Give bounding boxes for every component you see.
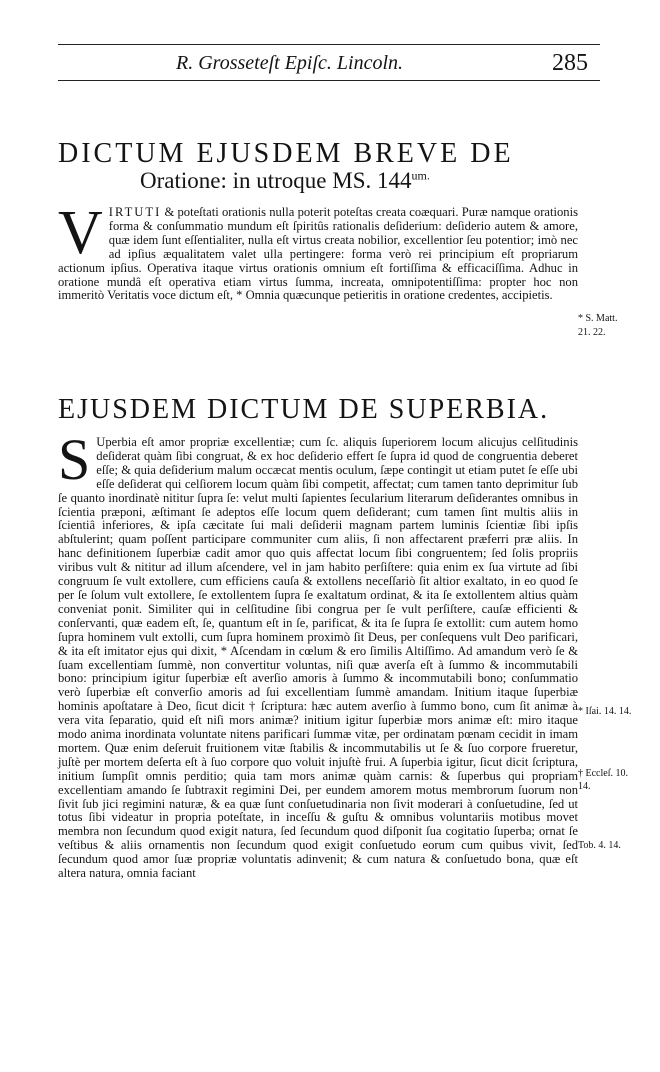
paragraph-oratione <box>58 199 578 346</box>
section-subheading-oratione <box>140 168 430 194</box>
margin-note-tob: Tob. 4. 14. <box>578 840 621 851</box>
drop-cap-v: V <box>58 199 103 267</box>
page-number: 285 <box>552 50 588 76</box>
section-heading-superbia: EJUSDEM DICTUM DE SUPERBIA. <box>58 394 550 425</box>
drop-cap-s: S <box>58 427 91 492</box>
paragraph-superbia <box>58 427 578 1056</box>
header-bottom-rule <box>58 80 600 81</box>
margin-note-isai: * Iſai. 14. 14. <box>578 706 632 717</box>
margin-note-eccles: † Eccleſ. 10. <box>578 768 628 779</box>
margin-note-matt: * S. Matt. <box>578 313 618 324</box>
paragraph-text: & poteſtati orationis nulla poterit poteſtas creata coæquari. Puræ namque orationis forma & conſummatio mundum eſt ſpiritûs rationalis deſiderium: deſiderio autem & amore, quæ idem ſunt eſſentialiter, nulla eſt virtus creata nobilior, excellentior ſeu potentior; imò nec ad ipſius æqualitatem valet ulla pertingere: forma verò rei principium eſt propriarum actionum ipſius. Operativa itaque virtus orationis omnium eſt fortiſſima & efficaciſſima. Adhuc in oratione mundâ eſt operativa etiam virtus ſumma, increata, omnipotentiſſima: propter hoc non immeritò Veritatis voce dictum eſt, * Omnia quæcunque petieritis in oratione credentes, accipietis. <box>58 205 578 303</box>
section-heading-oratione: DICTUM EJUSDEM BREVE DE <box>58 138 514 169</box>
margin-note-matt-ref: 21. 22. <box>578 327 606 338</box>
margin-note-eccles-ref: 14. <box>578 781 591 792</box>
paragraph-text: Uperbia eſt amor propriæ excellentiæ; cum ſc. aliquis ſuperiorem locum alicujus celſitudinis deſiderat quàm ſibi congruat, & ex hoc deſiderio effert ſe ſupra id quod de congruentia deberet eſſe; & quia deſiderium malum occæcat mentis oculum, ſæpe contingit ut etiam putet ſe eſſe ubi eſſe deſiderat qui celſiorem locum quàm ſibi competit, affectat; cum tamen tanto deprimitur ſub ſe quanto inordinatè nititur ſupra ſe: velut multi ſapientes ſecularium literarum deſiderantes omnibus in ſcientia præponi, æſtimant ſe adeptos eſſe locum quem deſiderant; cum tamen ſint multis aliis in ſcientiâ inferiores, & ipſa cæcitate ſui mali deſiderii magnam partem luminis ſcientiæ ſibi ipſis abſtulerint; quam poſſent participare communiter cum aliis, ſi non affectarent præferri præ aliis. In hanc definitionem ſuperbiæ cadit amor quo quis affectat locum ſibi congruentem; ſed ſolis propriis viribus vult & nititur ad illum aſcendere, vel in jam habito perſiſtere: quia enim ex ſua virtute ad ſibi congruum ſe vult extollere, cum efficiens cauſa & extollens neceſſariò ſit altior exaltato, in eo quod ſe per ſe ſolum vult extollere, ſe extollentem ſupra ſe exaltatum ordinat, & ita ſe extollentem altius quàm conveniat ponit. Similiter qui in celſitudine ſibi congrua per ſe vult perſiſtere, cauſæ efficienti & conſervanti, quæ eadem eſt, ſe, quantum eſt in ſe, parificat, & ita ſe ſupra ſe extollit: cum autem homo ſupra hominem vult extolli, cum ſupra hominem proximò ſit Deus, per conſequens vult Deo parificari, & ita eſt imitator ejus qui dixit, * Aſcendam in cœlum & ero ſimilis Altiſſimo. Ad amandum verò ſe & ſuam excellentiam ſummè, non convertitur voluntas, niſi quæ averſa eſt à ſummo & incommutabili bono: principium igitur ſuperbiæ eſt averſio amoris à ſummo & incommutabili bono; conſummatio verò ſuperbiæ eſt converſio amoris ad ſui excellentiam ſummè amandam. Initium itaque ſuperbiæ hominis apoſtatare à Deo, ſicut dicit † ſcriptura: hæc autem averſio à ſummo bono, cum ſit animæ à vera vita ſeparatio, quid eſt niſi mors animæ? initium igitur ſuperbiæ mors animæ eſt: miro itaque modo anima inordinata voluntate nitens parificari ſummæ vitæ, per ordinatam pœnam cecidit in imam mortem. Quæ enim deſeruit fruitionem vitæ ſtabilis & incommutabilis ut ſe & ſuo corpore frueretur, juſtè per mortem deſerta eſt à ſuo corpore quo voluit injuſtè frui. A ſuperbia igitur, ſicut dicit ſcriptura, initium ſumpſit omnis perditio; quia tam mors animæ quàm carnis: & ſuperbus qui propriam excellentiam amando ſe ſubtraxit regimini Dei, per eundem amorem motus membrorum ſuorum non ſivit ſub jici regimini naturæ, & ea quæ ſunt conſuetudinaria non ſivit moderari à conſuetudine, ſed ut totus ſibi videatur in propria poteſtate, in inceſſu & guſtu & omnibus voluntariis motibus movet membra non ſecundum quod exigit natura, ſed ſecundum quod diſponit ſua cogitatio ſuperba; ornat ſe veſtibus & aliis ornamentis non ſecundum quod exigit conſuetudo eorum cum quibus vivit, ſed ſecundum quod amor ſuæ propriæ voluntatis adinvenit; & cum natura & conſuetudo bona, quæ eſt altera natura, omnia faciant <box>58 435 578 881</box>
subheading-superscript: um. <box>411 168 430 183</box>
subheading-text: Oratione: in utroque MS. 144 <box>140 168 412 193</box>
running-head <box>58 44 598 78</box>
first-word: IRTUTI <box>108 205 162 219</box>
running-head-title: R. Grosseteſt Epiſc. Lincoln. <box>176 52 404 74</box>
